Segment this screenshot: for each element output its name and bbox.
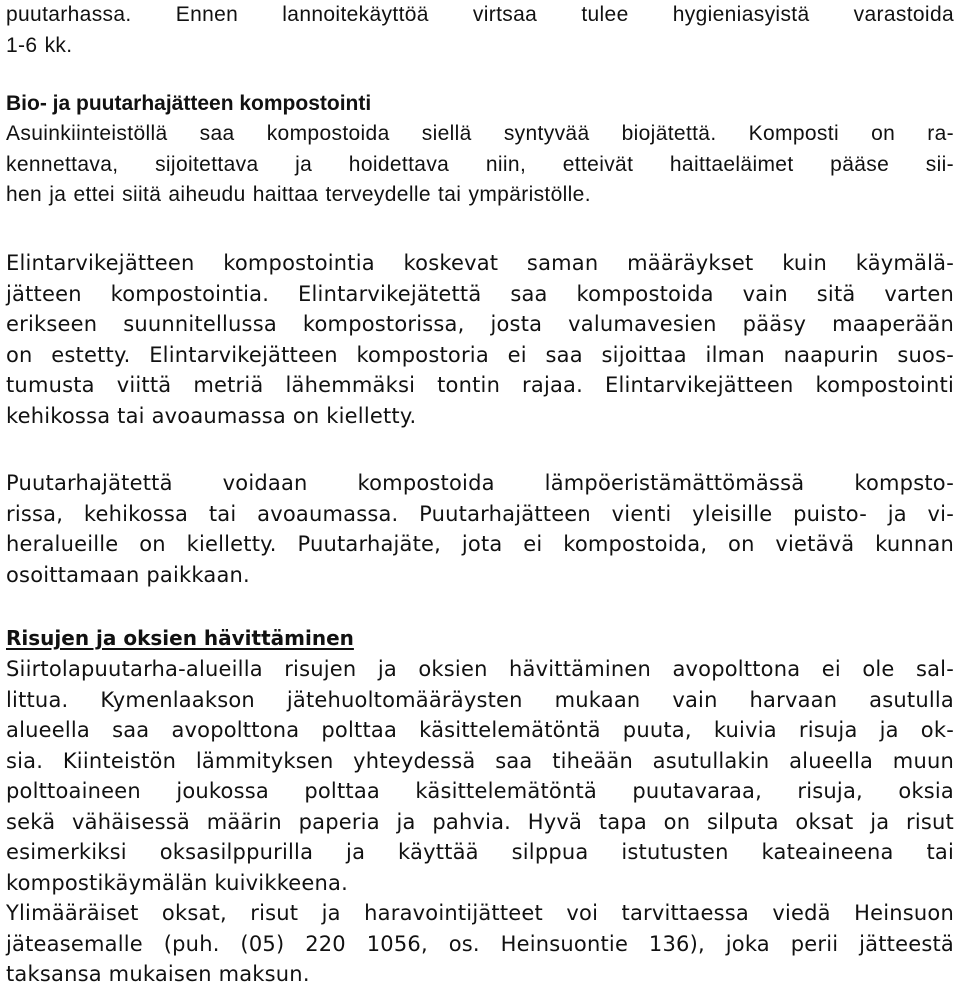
text-line: on estetty. Elintarvikejätteen kompostoria ei saa sijoittaa ilman naapurin suos- [6,342,954,367]
text-line: sia. Kiinteistön lämmityksen yhteydessä saa tiheään asutullakin alueella muun [6,748,954,773]
text-line: erikseen suunnitellussa kompostorissa, josta valumavesien pääsy maaperään [6,312,954,336]
text-line: Puutarhajätettä voidaan kompostoida lämpöeristämättömässä kompsto- [6,471,954,495]
text-line: esimerkiksi oksasilppurilla ja käyttää silppua istutusten kateaineena tai [6,840,954,864]
branches-section [6,623,954,654]
text-line: tumusta viittä metriä lähemmäksi tontin rajaa. Elintarvikejätteen kompostointi [6,373,954,397]
text-line: puutarhassa. Ennen lannoitekäyttöä virtsaa tulee hygieniasyistä varastoida [6,3,954,26]
text-line: Elintarvikejätteen kompostointia koskevat saman määräykset kuin käymälä- [6,251,954,275]
text-line: hen ja ettei siitä aiheudu haittaa terveydelle tai ympäristölle. [6,183,591,206]
text-line: jäteasemalle (puh. (05) 220 1056, os. Heinsuontie 136), joka perii jätteestä [6,931,954,956]
bio-section [6,89,954,120]
text-line: kehikossa tai avoaumassa on kielletty. [6,403,417,428]
branches-paragraph [6,654,954,990]
bio-paragraph [6,119,954,211]
food-waste-paragraph [6,248,954,431]
text-line: rissa, kehikossa tai avoaumassa. Puutarhajätteen vienti yleisille puisto- ja vi- [6,501,954,526]
section-heading: Risujen ja oksien hävittäminen [6,626,354,650]
text-line: littua. Kymenlaakson jätehuoltomääräysten mukaan vain harvaan asutulla [6,687,954,712]
text-line: heralueille on kielletty. Puutarhajäte, jota ei kompostoida, on vietävä kunnan [6,532,954,556]
text-line: osoittamaan paikkaan. [6,562,250,587]
text-line: sekä vähäisessä määrin paperia ja pahvia. Hyvä tapa on silputa oksat ja risut [6,809,954,834]
text-line: jätteen kompostointia. Elintarvikejätettä saa kompostoida vain sitä varten [6,281,954,306]
text-line: kompostikäymälän kuivikkeena. [6,870,348,895]
text-line: Siirtolapuutarha-alueilla risujen ja oksien hävittäminen avopolttona ei ole sal- [6,657,954,681]
text-line: kennettava, sijoitettava ja hoidettava niin, etteivät haittaeläimet pääse sii- [6,152,954,176]
section-heading: Bio- ja puutarhajätteen kompostointi [6,92,372,115]
text-line: alueella saa avopolttona polttaa käsittelemätöntä puuta, kuivia risuja ja ok- [6,718,954,742]
intro-paragraph [6,0,954,61]
text-line: Asuinkiinteistöllä saa kompostoida siellä syntyvää biojätettä. Komposti on ra- [6,122,954,145]
text-line: 1-6 kk. [6,33,73,57]
text-line: polttoaineen joukossa polttaa käsittelemätöntä puutavaraa, risuja, oksia [6,779,954,803]
garden-waste-paragraph [6,468,954,590]
text-line: taksansa mukaisen maksun. [6,962,310,986]
text-line: Ylimääräiset oksat, risut ja haravointijätteet voi tarvittaessa viedä Heinsuon [6,901,954,925]
